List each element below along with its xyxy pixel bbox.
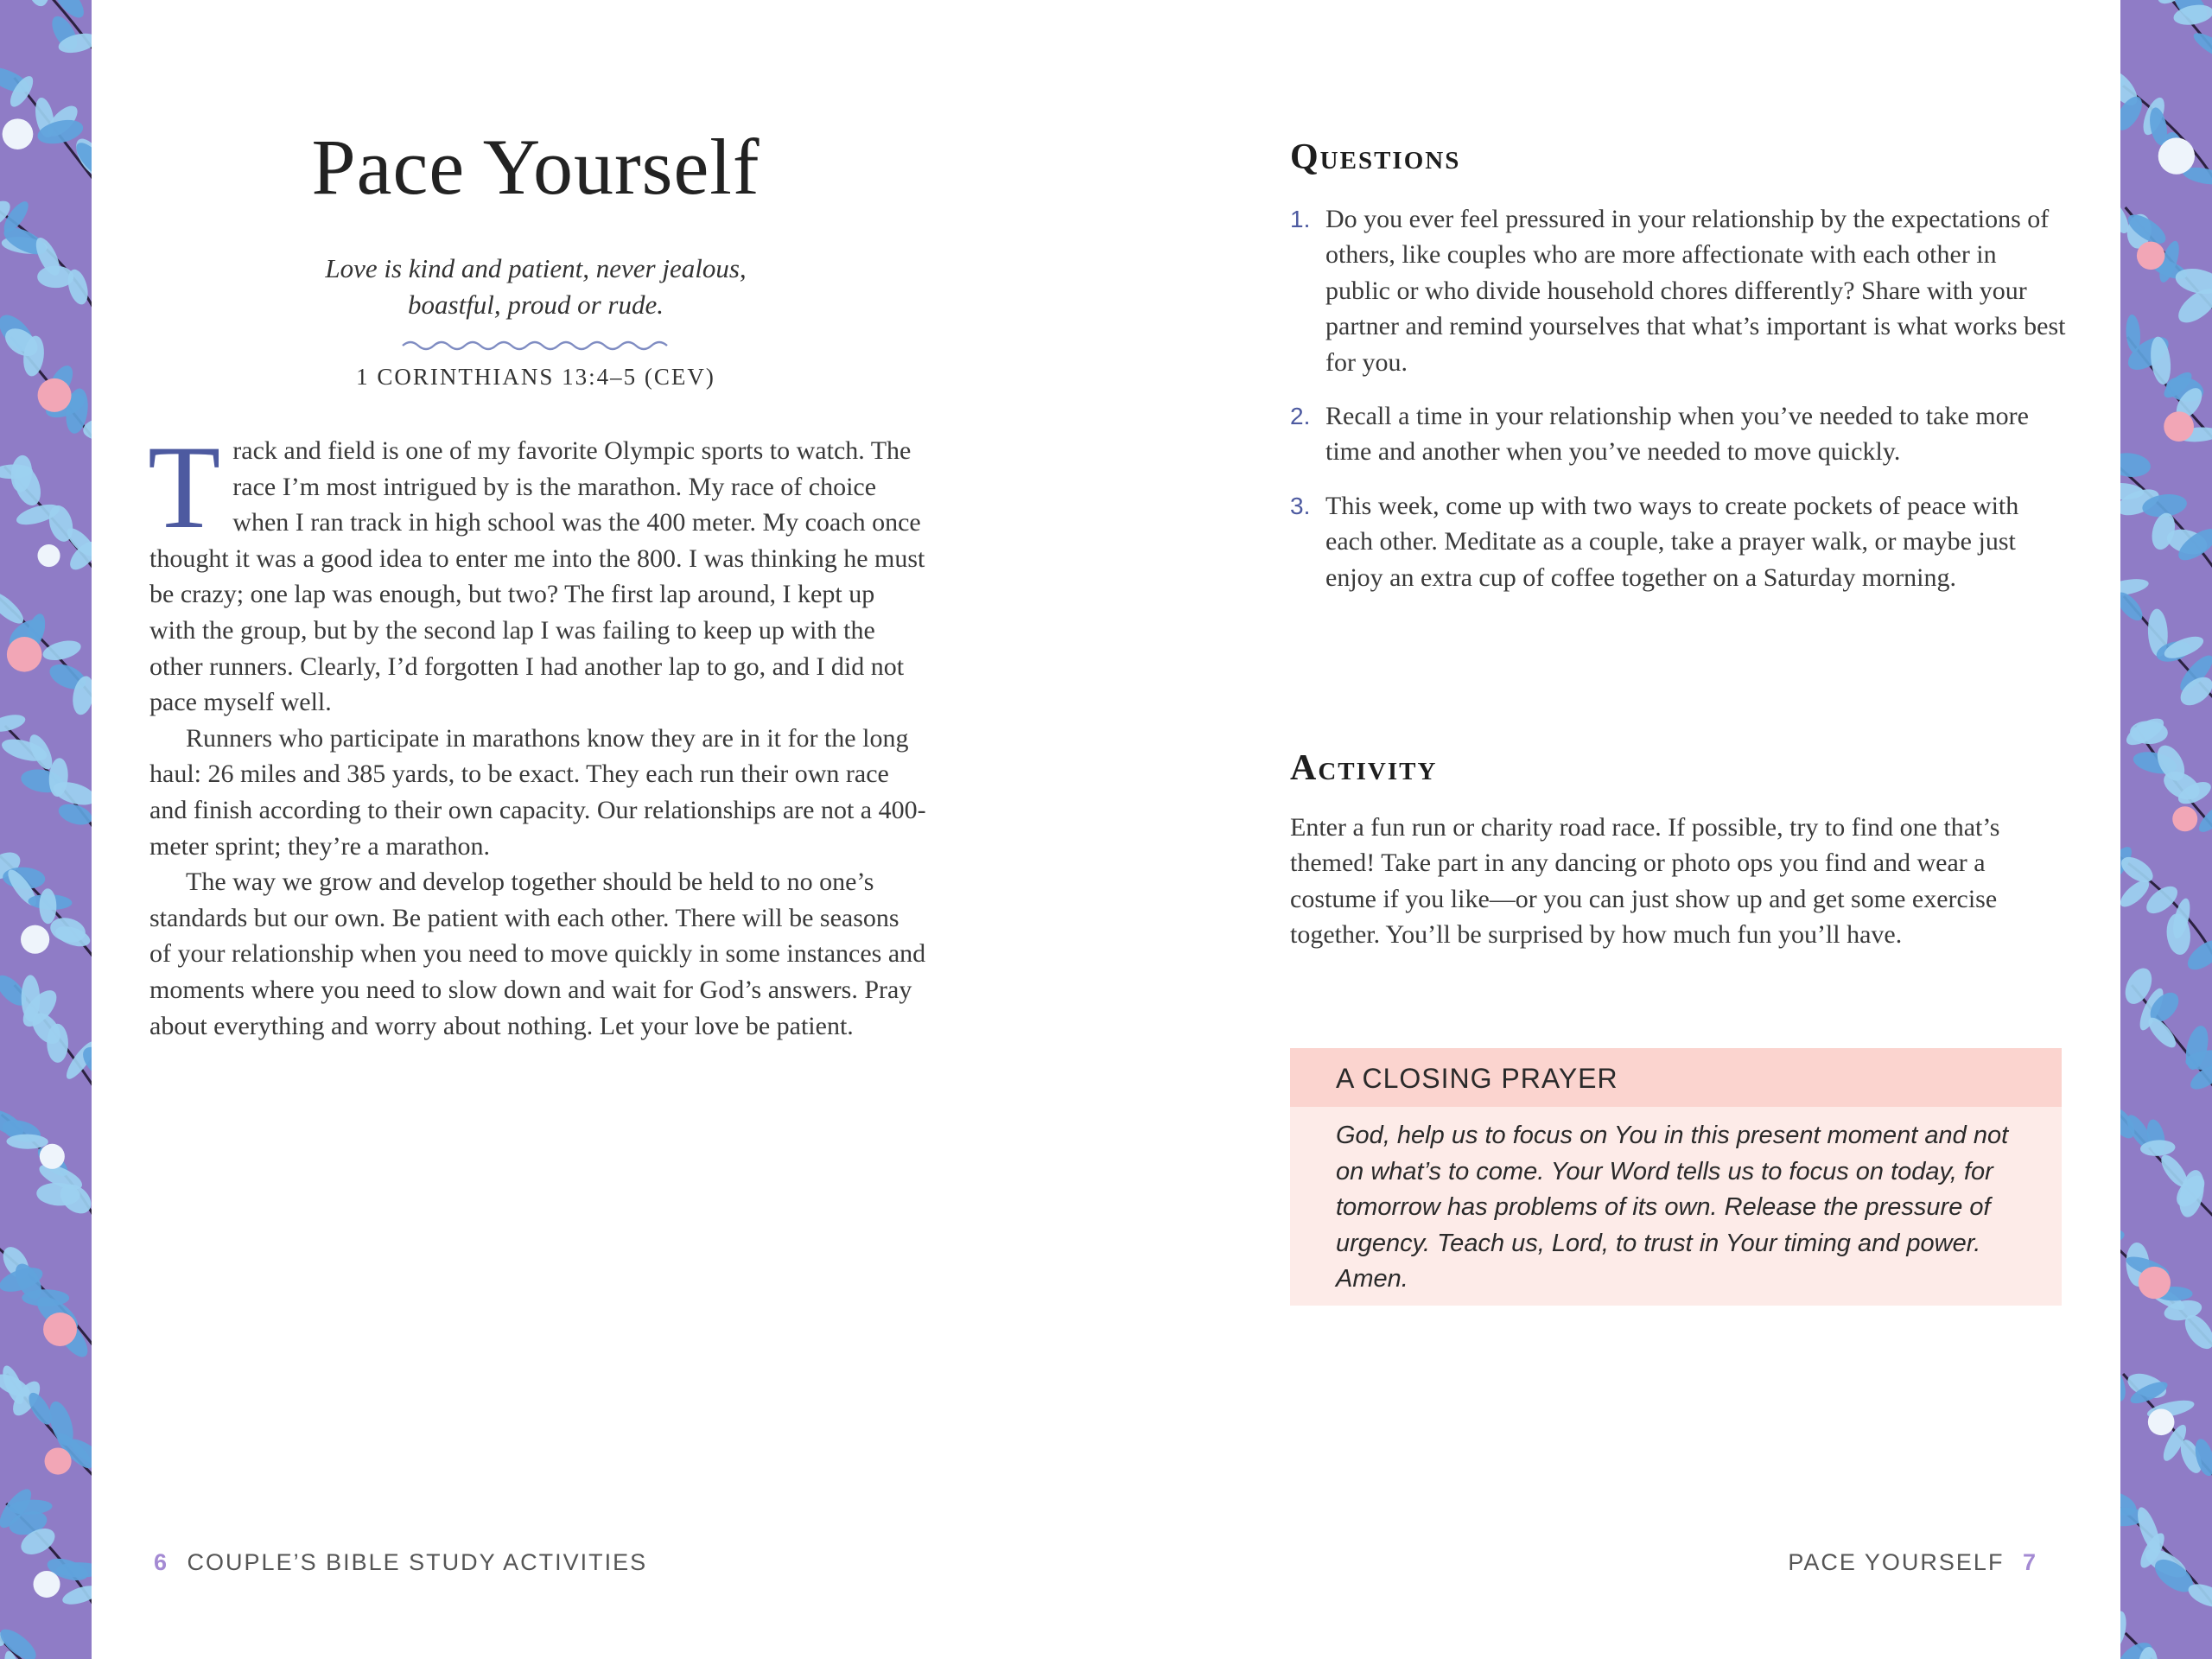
question-number: 2.	[1290, 403, 1311, 430]
leaf-decoration	[22, 0, 54, 8]
question-number: 1.	[1290, 206, 1311, 232]
flower-decoration	[38, 378, 72, 412]
body-paragraph	[148, 421, 927, 721]
verse-line: Love is kind and patient, never jealous,	[325, 253, 747, 283]
prayer-heading: A CLOSING PRAYER	[1290, 1048, 2062, 1107]
leaf-decoration	[2120, 451, 2152, 479]
questions-list	[1290, 201, 2068, 613]
footer-right	[1788, 1549, 2037, 1576]
drop-cap: T	[148, 421, 221, 553]
verse-line: boastful, proud or rude.	[408, 289, 664, 320]
flower-decoration	[2137, 242, 2165, 270]
question-text: This week, come up with two ways to create pockets of peace with each other. Meditate as a couple, take a prayer walk, or maybe just enjoy an extra cup of coffee together on a Saturday morning.	[1325, 491, 2019, 592]
leaf-decoration	[0, 1222, 4, 1270]
floral-border-left	[0, 0, 92, 1659]
prayer-text: God, help us to focus on You in this present moment and not on what’s to come. Your Word tells us to focus on today, for tomorrow has problems of its own. Release the pressure of urgency. Teach us, Lord, to trust in Your timing and power. Amen.	[1336, 1122, 2009, 1293]
floral-pattern-graphic	[0, 0, 92, 1659]
paragraph-text: rack and field is one of my favorite Olympic sports to watch. The race I’m most intrigued by is the marathon. My race of choice when I ran track in high school was the 400 meter. My coach once thought it was a good idea to enter me into the 800. I was thinking he must be crazy; one lap was enough, but two? The first lap around, I kept up with the group, but by the second lap I was failing to keep up with the other runners. Clearly, I’d forgotten I had another lap to go, and I did not pace myself well.	[149, 436, 925, 717]
floral-pattern-graphic	[2120, 0, 2212, 1659]
flower-decoration	[34, 1571, 60, 1598]
leaf-decoration	[39, 888, 56, 924]
leaf-decoration	[6, 1134, 48, 1149]
question-item	[1290, 488, 2068, 595]
leaf-decoration	[60, 1582, 92, 1608]
questions-heading: Questions	[1290, 137, 1461, 177]
flower-decoration	[40, 1144, 65, 1169]
question-item	[1290, 201, 2068, 380]
flower-decoration	[43, 1313, 77, 1346]
flower-decoration	[2148, 1408, 2175, 1435]
footer-left	[154, 1549, 647, 1576]
flower-decoration	[2164, 411, 2194, 442]
page-number: 7	[2022, 1549, 2037, 1575]
running-head: PACE YOURSELF	[1788, 1549, 2005, 1575]
closing-prayer-box	[1290, 1048, 2062, 1306]
flower-decoration	[2158, 137, 2195, 174]
flower-decoration	[37, 544, 60, 567]
leaf-decoration	[2120, 1227, 2126, 1248]
verse-reference: 1 CORINTHIANS 13:4–5 (CEV)	[356, 364, 715, 390]
devotional-body	[148, 421, 927, 1044]
question-item	[1290, 398, 2068, 470]
leaf-decoration	[47, 1024, 68, 1063]
flower-decoration	[2139, 1267, 2171, 1299]
flower-decoration	[7, 637, 42, 672]
floral-border-right	[2120, 0, 2212, 1659]
activity-text: Enter a fun run or charity road race. If possible, try to find one that’s themed! Take part in any dancing or photo ops you find and wear a costume if you like—or you can just show up and get some exercise together. You’ll be surprised by how much fun you’ll have.	[1290, 813, 2000, 950]
activity-heading: Activity	[1290, 748, 1438, 788]
wavy-divider-icon	[401, 336, 671, 355]
running-head: COUPLE’S BIBLE STUDY ACTIVITIES	[187, 1549, 648, 1575]
flower-decoration	[21, 925, 49, 954]
page-title: Pace Yourself	[311, 123, 760, 211]
leaf-decoration	[2120, 1610, 2129, 1652]
scripture-verse	[149, 251, 923, 323]
page-number: 6	[154, 1549, 169, 1575]
question-text: Do you ever feel pressured in your relationship by the expectations of others, like couples who are more affectionate with each other in public or who divide household chores differently? Share with your partner and remind yourselves that what’s important is what works best for you.	[1325, 205, 2066, 377]
flower-decoration	[2172, 806, 2197, 831]
flower-decoration	[3, 118, 34, 149]
leaf-decoration	[2190, 29, 2212, 65]
leaf-decoration	[0, 712, 27, 735]
flower-decoration	[45, 1447, 72, 1474]
body-paragraph: Runners who participate in marathons know they are in it for the long haul: 26 miles and 385 yards, to be exact. They each run their own race and finish according to their own capacity. Our relationships are not a 400-meter sprint; they’re a marathon.	[149, 723, 926, 861]
question-text: Recall a time in your relationship when you’ve needed to take more time and another when you’ve needed to move quickly.	[1325, 402, 2029, 467]
question-number: 3.	[1290, 492, 1311, 519]
body-paragraph: The way we grow and develop together should be held to no one’s standards but our own. Be patient with each other. There will be seasons of your relationship when you need to move quickly in some instances and moments where you need to slow down and wait for God’s answers. Pray about everything and worry about nothing. Let your love be patient.	[149, 868, 926, 1040]
